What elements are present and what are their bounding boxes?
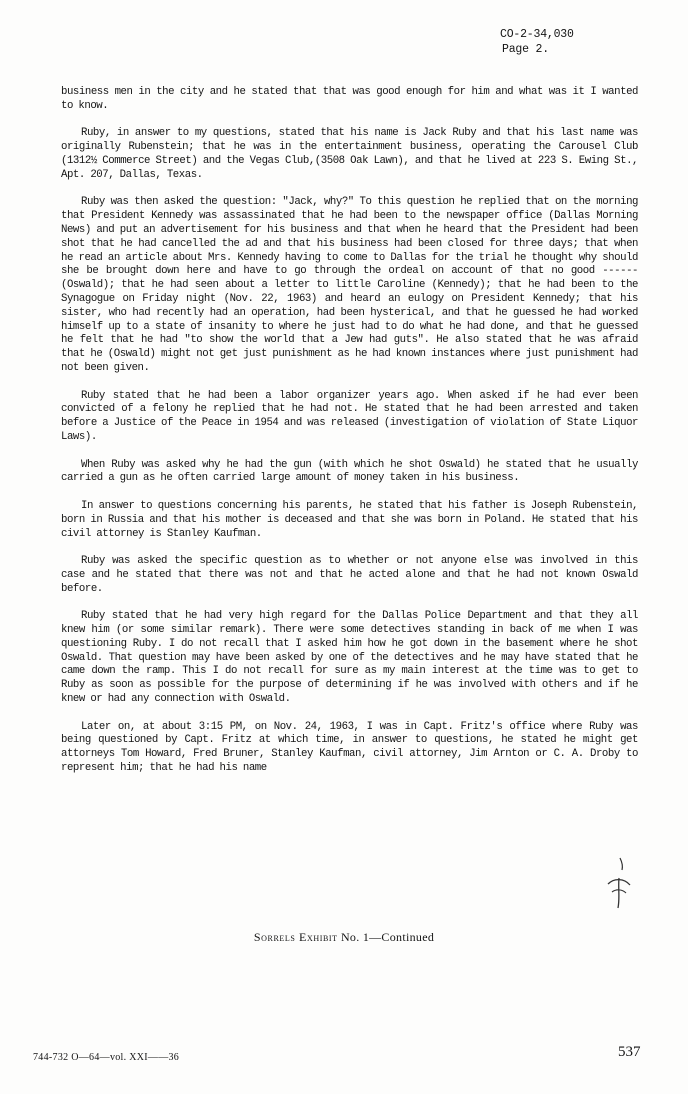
page-label: Page 2. [502,43,549,56]
page-header [500,27,660,57]
paragraph: In answer to questions concerning his parents, he stated that his father is Joseph Rubenstein, born in Russia and that his mother is deceased and that she was born in Poland. He stated that his civil attorney is Stanley Kaufman. [61,499,638,540]
paragraph: When Ruby was asked why he had the gun (with which he shot Oswald) he stated that he usually carried a gun as he often carried large amount of money taken in his business. [61,458,638,485]
paragraph: Ruby stated that he had been a labor organizer years ago. When asked if he had ever been convicted of a felony he replied that he had not. He stated that he had been arrested and taken before a Justice of the Peace in 1954 and was released (investigation of violation of State Liquor Laws). [61,389,638,443]
paragraph: business men in the city and he stated that that was good enough for him and what was it I wanted to know. [61,86,638,112]
print-code: 744-732 O—64—vol. XXI——36 [33,1052,180,1063]
page-number: 537 [618,1044,641,1060]
paragraph: Later on, at about 3:15 PM, on Nov. 24, 1963, I was in Capt. Fritz's office where Ruby was being questioned by Capt. Fritz at which time, in answer to questions, he stated he might get attorneys Tom Howard, Fred Bruner, Stanley Kaufman, civil attorney, Jim Arnton or C. A. Droby to represent him; that he had his name [61,720,638,775]
exhibit-caption-rest: No. 1—Continued [337,930,435,944]
exhibit-caption-name: Sorrels Exhibit [253,930,338,944]
handwritten-mark-icon [598,852,638,912]
document-body [61,86,638,790]
exhibit-caption [0,930,688,945]
paragraph: Ruby stated that he had very high regard for the Dallas Police Department and that they all knew him (or some similar remark). There were some detectives standing in back of me when I was questioning Ruby. I do not recall that I asked him how he got down in the basement where he shot Oswald. That question may have been asked by one of the detectives and he may have stated that he came down the ramp. This I do not recall for sure as my main interest at the time was to get to Ruby as soon as possible for the purpose of determining if he was involved with others and if he knew or had any connection with Oswald. [61,610,638,706]
document-number: CO-2-34,030 [500,28,574,41]
paragraph: Ruby was then asked the question: "Jack, why?" To this question he replied that on the morning that President Kennedy was assassinated that he had been to the newspaper office (Dallas Morning News) and put an advertisement for his business and that when he heard that the President had been shot that he had cancelled the ad and that his business had been closed for three days; that when he read an article about Mrs. Kennedy having to come to Dallas for the trial he thought why should she be brought down here and have to go through the ordeal on account of that no good ------ (Oswald); that he had seen about a letter to little Caroline (Kennedy); that he had been to the Synagogue on Friday night (Nov. 22, 1963) and heard an eulogy on President Kennedy; that his sister, who had recently had an operation, had been hysterical, and that he guessed he had worked himself up to a state of insanity to where he just had to do what he had done, and that he guessed he felt that he had "to show the world that a Jew had guts". He also stated that he was afraid that he (Oswald) might not get just punishment as he had known instances where just punishment had not been given. [61,196,638,374]
paragraph: Ruby, in answer to my questions, stated that his name is Jack Ruby and that his last name was originally Rubenstein; that he was in the entertainment business, operating the Carousel Club (1312½ Commerce Street) and the Vegas Club,(3508 Oak Lawn), and that he lived at 223 S. Ewing St., Apt. 207, Dallas, Texas. [61,127,638,181]
paragraph: Ruby was asked the specific question as to whether or not anyone else was involved in this case and he stated that there was not and that he acted alone and that he had not known Oswald before. [61,555,638,595]
